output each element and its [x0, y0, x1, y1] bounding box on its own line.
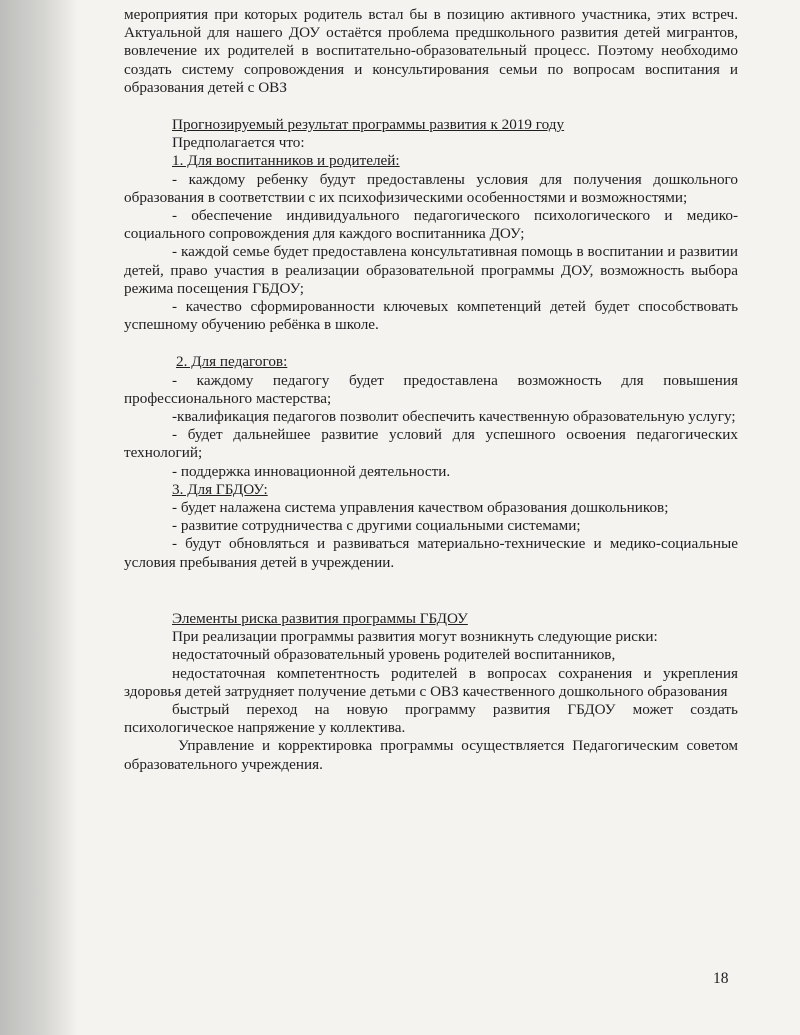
list-item: - будет дальнейшее развитие условий для успешного освоения педагогических технологий;: [124, 426, 738, 462]
list-item: - развитие сотрудничества с другими социальными системами;: [172, 517, 581, 535]
risks-lead: При реализации программы развития могут возникнуть следующие риски:: [172, 628, 658, 646]
result-heading: Прогнозируемый результат программы развития к 2019 году: [172, 116, 565, 134]
page-number: 18: [713, 970, 729, 987]
scan-shadow-edge: [0, 0, 78, 1035]
list-item: - качество сформированности ключевых компетенций детей будет способствовать успешному обучению ребёнка в школе.: [124, 298, 738, 334]
list-item: - каждой семье будет предоставлена консультативная помощь в воспитании и развитии детей, право участия в реализации образовательной программы ДОУ, возможность выбора режима посещения ГБДОУ;: [124, 243, 738, 297]
intro-paragraph: мероприятия при которых родитель встал бы в позицию активного участника, этих встреч. Актуальной для нашего ДОУ остаётся проблема предшкольного развития детей мигрантов, вовлечение их родителей в воспитательно-образовательный процесс. Поэтому необходимо создать систему сопровождения и консультирования семьи по вопросам воспитания и образования детей с ОВЗ: [124, 6, 738, 96]
list-item: - будет налажена система управления качеством образования дошкольников;: [172, 499, 669, 517]
list-item: - поддержка инновационной деятельности.: [172, 462, 451, 480]
list-item: - каждому педагогу будет предоставлена возможность для повышения профессионального мастерства;: [124, 371, 738, 407]
list-item: быстрый переход на новую программу развития ГБДОУ может создать психологическое напряжение у коллектива.: [124, 700, 738, 737]
list-item: недостаточная компетентность родителей в вопросах сохранения и укрепления здоровья детей затрудняет получение детьми с ОВЗ качественного дошкольного образования: [124, 664, 738, 700]
group-title-gbdou: 3. Для ГБДОУ:: [172, 480, 268, 498]
risks-heading: Элементы риска развития программы ГБДОУ: [172, 609, 468, 627]
closing-paragraph: Управление и корректировка программы осуществляется Педагогическим советом образовательного учреждения.: [124, 737, 738, 773]
list-item: -квалификация педагогов позволит обеспечить качественную образовательную услугу;: [172, 408, 736, 426]
group-title-teachers: 2. Для педагогов:: [176, 353, 288, 371]
group-title-pupils-parents: 1. Для воспитанников и родителей:: [172, 152, 400, 170]
list-item: недостаточный образовательный уровень родителей воспитанников,: [172, 646, 616, 664]
list-item: - каждому ребенку будут предоставлены условия для получения дошкольного образования в соответствии с их психофизическими особенностями и возможностями;: [124, 170, 738, 206]
document-page: [124, 6, 738, 774]
result-lead: Предполагается что:: [172, 134, 305, 152]
list-item: - обеспечение индивидуального педагогического психологического и медико-социального сопровождения для каждого воспитанника ДОУ;: [124, 207, 738, 243]
list-item: - будут обновляться и развиваться материально-технические и медико-социальные условия пребывания детей в учреждении.: [124, 535, 738, 571]
